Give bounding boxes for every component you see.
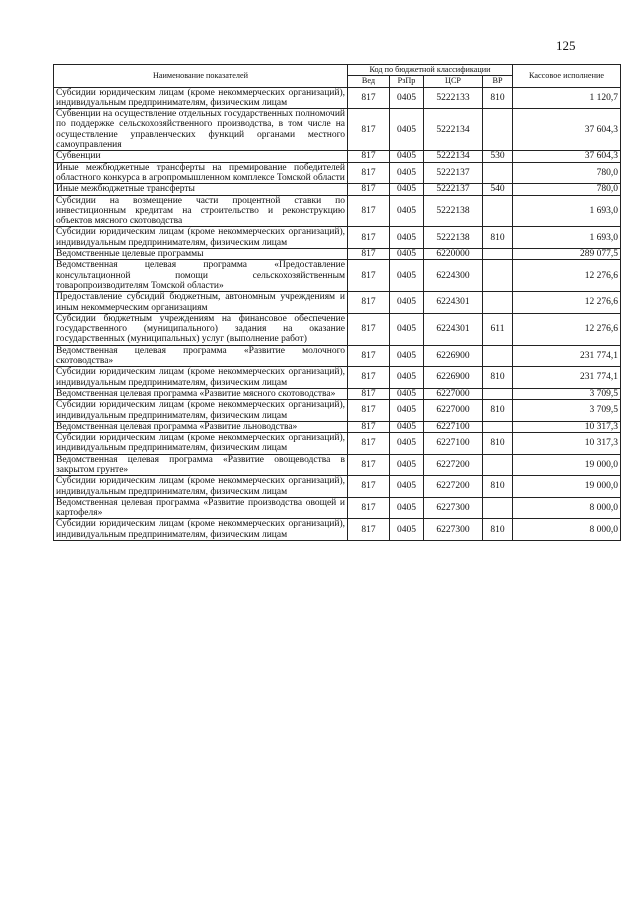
cell-name: Субвенции на осуществление отдельных государственных полномочий по поддержке сельскохозяйственного производства, в том числе на осуществление управленческих функций органами местного самоуправления [54, 109, 348, 151]
cell-vr: 810 [483, 476, 513, 498]
cell-amount: 8 000,0 [513, 497, 621, 519]
cell-csr: 5222137 [424, 184, 483, 195]
cell-amount: 8 000,0 [513, 519, 621, 541]
cell-rzpr: 0405 [390, 367, 424, 389]
table-row [54, 109, 621, 151]
cell-name: Ведомственная целевая программа «Развитие льноводства» [54, 421, 348, 432]
cell-name: Ведомственная целевая программа «Развитие молочного скотоводства» [54, 345, 348, 367]
cell-name: Ведомственная целевая программа «Развитие производства овощей и картофеля» [54, 497, 348, 519]
cell-rzpr: 0405 [390, 87, 424, 109]
table-header [54, 65, 621, 88]
page-number: 125 [556, 38, 576, 53]
cell-csr: 6227000 [424, 400, 483, 422]
cell-vr: 810 [483, 367, 513, 389]
cell-amount: 780,0 [513, 184, 621, 195]
table-row [54, 151, 621, 162]
cell-amount: 12 276,6 [513, 313, 621, 345]
cell-ved: 817 [348, 421, 390, 432]
cell-vr: 540 [483, 184, 513, 195]
table-row [54, 87, 621, 109]
cell-ved: 817 [348, 151, 390, 162]
cell-csr: 5222138 [424, 195, 483, 227]
cell-amount: 37 604,3 [513, 109, 621, 151]
cell-amount: 12 276,6 [513, 260, 621, 292]
cell-amount: 289 077,5 [513, 249, 621, 260]
cell-amount: 231 774,1 [513, 367, 621, 389]
cell-csr: 6227100 [424, 433, 483, 455]
cell-vr: 810 [483, 519, 513, 541]
table-row [54, 260, 621, 292]
cell-name: Субсидии юридическим лицам (кроме некоммерческих организаций), индивидуальным предпринимателям, физическим лицам [54, 227, 348, 249]
cell-amount: 3 709,5 [513, 400, 621, 422]
cell-rzpr: 0405 [390, 388, 424, 399]
cell-ved: 817 [348, 249, 390, 260]
cell-ved: 817 [348, 345, 390, 367]
cell-csr: 6227200 [424, 454, 483, 476]
cell-vr [483, 195, 513, 227]
cell-vr [483, 249, 513, 260]
cell-vr: 611 [483, 313, 513, 345]
cell-name: Ведомственная целевая программа «Развитие мясного скотоводства» [54, 388, 348, 399]
cell-csr: 6227300 [424, 497, 483, 519]
cell-vr: 810 [483, 433, 513, 455]
cell-vr: 530 [483, 151, 513, 162]
cell-amount: 1 693,0 [513, 227, 621, 249]
table-row [54, 519, 621, 541]
table-row [54, 454, 621, 476]
cell-rzpr: 0405 [390, 476, 424, 498]
header-vr: ВР [483, 76, 513, 87]
cell-csr: 5222134 [424, 109, 483, 151]
cell-name: Субсидии юридическим лицам (кроме некоммерческих организаций), индивидуальным предпринимателям, физическим лицам [54, 87, 348, 109]
cell-amount: 1 693,0 [513, 195, 621, 227]
table-row [54, 421, 621, 432]
cell-ved: 817 [348, 195, 390, 227]
cell-name: Субсидии юридическим лицам (кроме некоммерческих организаций), индивидуальным предпринимателям, физическим лицам [54, 476, 348, 498]
cell-ved: 817 [348, 162, 390, 184]
cell-name: Субвенции [54, 151, 348, 162]
cell-ved: 817 [348, 400, 390, 422]
cell-name: Предоставление субсидий бюджетным, автономным учреждениям и иным некоммерческим организациям [54, 292, 348, 314]
cell-ved: 817 [348, 454, 390, 476]
header-rzpr: РзПр [390, 76, 424, 87]
cell-name: Иные межбюджетные трансферты [54, 184, 348, 195]
cell-rzpr: 0405 [390, 519, 424, 541]
cell-vr [483, 292, 513, 314]
table-row [54, 367, 621, 389]
cell-amount: 3 709,5 [513, 388, 621, 399]
table-row [54, 476, 621, 498]
header-ved: Вед [348, 76, 390, 87]
table-row [54, 400, 621, 422]
cell-ved: 817 [348, 184, 390, 195]
cell-csr: 5222137 [424, 162, 483, 184]
cell-name: Субсидии бюджетным учреждениям на финансовое обеспечение государственного (муниципального) задания на оказание государственных (муниципальных) услуг (выполнение работ) [54, 313, 348, 345]
cell-ved: 817 [348, 260, 390, 292]
cell-rzpr: 0405 [390, 151, 424, 162]
cell-csr: 6224301 [424, 292, 483, 314]
cell-name: Субсидии юридическим лицам (кроме некоммерческих организаций), индивидуальным предпринимателям, физическим лицам [54, 519, 348, 541]
cell-vr [483, 497, 513, 519]
cell-name: Субсидии на возмещение части процентной ставки по инвестиционным кредитам на строительство и реконструкцию объектов мясного скотоводства [54, 195, 348, 227]
header-execution: Кассовое исполнение [513, 65, 621, 88]
cell-vr [483, 454, 513, 476]
cell-rzpr: 0405 [390, 497, 424, 519]
cell-name: Ведомственные целевые программы [54, 249, 348, 260]
table-row [54, 184, 621, 195]
cell-ved: 817 [348, 313, 390, 345]
cell-rzpr: 0405 [390, 433, 424, 455]
table-row [54, 292, 621, 314]
cell-amount: 19 000,0 [513, 476, 621, 498]
table-row [54, 345, 621, 367]
header-name: Наименование показателей [54, 65, 348, 88]
cell-ved: 817 [348, 519, 390, 541]
cell-amount: 780,0 [513, 162, 621, 184]
cell-ved: 817 [348, 388, 390, 399]
cell-vr [483, 388, 513, 399]
cell-csr: 6224300 [424, 260, 483, 292]
cell-amount: 37 604,3 [513, 151, 621, 162]
table-row [54, 195, 621, 227]
cell-rzpr: 0405 [390, 195, 424, 227]
cell-amount: 12 276,6 [513, 292, 621, 314]
cell-amount: 10 317,3 [513, 433, 621, 455]
cell-rzpr: 0405 [390, 249, 424, 260]
cell-rzpr: 0405 [390, 109, 424, 151]
header-csr: ЦСР [424, 76, 483, 87]
cell-ved: 817 [348, 476, 390, 498]
cell-vr: 810 [483, 400, 513, 422]
cell-csr: 6220000 [424, 249, 483, 260]
cell-rzpr: 0405 [390, 400, 424, 422]
cell-rzpr: 0405 [390, 313, 424, 345]
header-code-group: Код по бюджетной классификации [348, 65, 513, 76]
table-row [54, 388, 621, 399]
cell-vr [483, 345, 513, 367]
cell-rzpr: 0405 [390, 227, 424, 249]
cell-ved: 817 [348, 292, 390, 314]
cell-ved: 817 [348, 367, 390, 389]
cell-vr [483, 109, 513, 151]
table-row [54, 433, 621, 455]
cell-name: Субсидии юридическим лицам (кроме некоммерческих организаций), индивидуальным предпринимателям, физическим лицам [54, 433, 348, 455]
table-row [54, 162, 621, 184]
cell-name: Ведомственная целевая программа «Предоставление консультационной помощи сельскохозяйственным товаропроизводителям Томской области» [54, 260, 348, 292]
table-row [54, 249, 621, 260]
cell-vr [483, 162, 513, 184]
cell-rzpr: 0405 [390, 162, 424, 184]
cell-rzpr: 0405 [390, 454, 424, 476]
cell-ved: 817 [348, 87, 390, 109]
table-body [54, 87, 621, 540]
cell-ved: 817 [348, 497, 390, 519]
cell-vr: 810 [483, 227, 513, 249]
cell-amount: 1 120,7 [513, 87, 621, 109]
cell-csr: 6227100 [424, 421, 483, 432]
cell-csr: 5222138 [424, 227, 483, 249]
cell-ved: 817 [348, 227, 390, 249]
table-row [54, 313, 621, 345]
cell-csr: 6227000 [424, 388, 483, 399]
cell-amount: 231 774,1 [513, 345, 621, 367]
cell-rzpr: 0405 [390, 184, 424, 195]
cell-vr [483, 260, 513, 292]
cell-csr: 6226900 [424, 345, 483, 367]
cell-amount: 19 000,0 [513, 454, 621, 476]
cell-csr: 5222134 [424, 151, 483, 162]
table-row [54, 227, 621, 249]
cell-csr: 6224301 [424, 313, 483, 345]
cell-rzpr: 0405 [390, 260, 424, 292]
cell-vr: 810 [483, 87, 513, 109]
cell-ved: 817 [348, 109, 390, 151]
cell-csr: 6227300 [424, 519, 483, 541]
budget-table [53, 64, 621, 541]
cell-name: Иные межбюджетные трансферты на премирование победителей областного конкурса в агропромышленном комплексе Томской области [54, 162, 348, 184]
cell-ved: 817 [348, 433, 390, 455]
cell-name: Ведомственная целевая программа «Развитие овощеводства в закрытом грунте» [54, 454, 348, 476]
cell-rzpr: 0405 [390, 421, 424, 432]
cell-csr: 5222133 [424, 87, 483, 109]
cell-rzpr: 0405 [390, 345, 424, 367]
cell-csr: 6226900 [424, 367, 483, 389]
table-row [54, 497, 621, 519]
cell-vr [483, 421, 513, 432]
cell-csr: 6227200 [424, 476, 483, 498]
cell-name: Субсидии юридическим лицам (кроме некоммерческих организаций), индивидуальным предпринимателям, физическим лицам [54, 367, 348, 389]
cell-amount: 10 317,3 [513, 421, 621, 432]
cell-name: Субсидии юридическим лицам (кроме некоммерческих организаций), индивидуальным предпринимателям, физическим лицам [54, 400, 348, 422]
cell-rzpr: 0405 [390, 292, 424, 314]
